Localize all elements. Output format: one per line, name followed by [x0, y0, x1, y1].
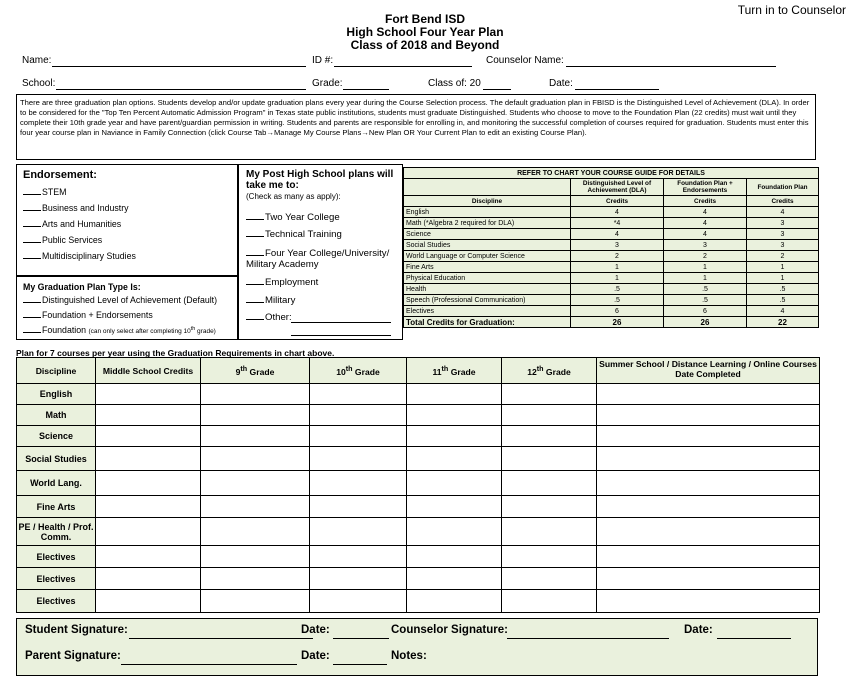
- credits-row: Math (*Algebra 2 required for DLA) *4 4 3: [404, 218, 819, 229]
- plan-header-summer: Summer School / Distance Learning / Online Courses Date Completed: [597, 358, 820, 384]
- credits-row: Science 4 4 3: [404, 229, 819, 240]
- credits-row: Speech (Professional Communication) .5 .5 .5: [404, 295, 819, 306]
- table-row: Fine Arts: [17, 496, 820, 518]
- course-plan-table: [16, 357, 820, 613]
- grade-field[interactable]: [343, 78, 389, 90]
- counselor-name-field[interactable]: [566, 55, 776, 67]
- table-row: Social Studies: [17, 447, 820, 471]
- parent-date-field[interactable]: [333, 651, 387, 665]
- plan-header-11th: 11th Grade: [407, 358, 502, 384]
- district-title: Fort Bend ISD: [385, 12, 465, 26]
- plan-type-dla[interactable]: Distinguished Level of Achievement (Default): [23, 294, 217, 305]
- post-hs-subtitle: (Check as many as apply):: [246, 192, 341, 201]
- credits-total-fe: 26: [664, 317, 747, 328]
- endorsement-multidisciplinary[interactable]: Multidisciplinary Studies: [23, 250, 136, 261]
- class-of-label: Class of: 20: [428, 78, 481, 89]
- endorsement-public-services[interactable]: Public Services: [23, 234, 102, 245]
- student-date-field[interactable]: [333, 625, 389, 639]
- credits-label-fe: Credits: [664, 196, 747, 207]
- counselor-name-label: Counselor Name:: [486, 55, 564, 66]
- credits-table: [403, 167, 819, 328]
- endorsement-arts[interactable]: Arts and Humanities: [23, 218, 121, 229]
- table-row: Electives: [17, 568, 820, 590]
- grade-label: Grade:: [312, 78, 343, 89]
- form-subtitle: Class of 2018 and Beyond: [350, 38, 500, 52]
- credits-total-f: 22: [747, 317, 819, 328]
- plan-type-foundation-endorsements[interactable]: Foundation + Endorsements: [23, 309, 153, 320]
- plan-type-title: My Graduation Plan Type Is:: [23, 282, 141, 292]
- post-hs-other-field[interactable]: [291, 311, 391, 323]
- credits-col-dla: Distinguished Level of Achievement (DLA): [571, 179, 664, 196]
- form-title: High School Four Year Plan: [346, 25, 504, 39]
- school-label: School:: [22, 78, 56, 89]
- credits-row: English 4 4 4: [404, 207, 819, 218]
- credits-label-dla: Credits: [571, 196, 664, 207]
- date-label: Date:: [549, 78, 573, 89]
- endorsement-box: [16, 164, 238, 276]
- post-hs-four-year[interactable]: Four Year College/University/ Military Academy: [246, 248, 390, 270]
- credits-row: Health .5 .5 .5: [404, 284, 819, 295]
- credits-row: Fine Arts 1 1 1: [404, 262, 819, 273]
- plan-header-discipline: Discipline: [17, 358, 96, 384]
- notes-label: Notes:: [391, 650, 427, 662]
- post-hs-title: My Post High School plans will take me to:: [246, 169, 394, 191]
- counselor-date-label: Date:: [684, 624, 713, 636]
- date-field[interactable]: [575, 78, 659, 90]
- table-row: PE / Health / Prof. Comm.: [17, 518, 820, 546]
- credits-row: Social Studies 3 3 3: [404, 240, 819, 251]
- credits-total-label: Total Credits for Graduation:: [404, 317, 571, 328]
- post-hs-other[interactable]: Other:: [246, 311, 292, 323]
- post-hs-military[interactable]: Military: [246, 294, 295, 306]
- table-row: Science: [17, 426, 820, 447]
- credits-row: World Language or Computer Science 2 2 2: [404, 251, 819, 262]
- id-label: ID #:: [312, 55, 334, 66]
- turn-in-note: Turn in to Counselor: [737, 3, 846, 17]
- post-hs-box: [238, 164, 403, 340]
- credits-row: Physical Education 1 1 1: [404, 273, 819, 284]
- student-signature-field[interactable]: [129, 625, 313, 639]
- parent-signature-field[interactable]: [121, 651, 297, 665]
- credits-col-f: Foundation Plan: [747, 179, 819, 196]
- school-field[interactable]: [56, 78, 306, 90]
- table-row: English: [17, 384, 820, 405]
- intro-text: There are three graduation plan options. Students develop and/or update graduation plans every year during the Course Selection process. The default graduation plan in FBISD is the Distinguished Level of Achievement (DLA). In order to be considered for the "Top Ten Percent Automatic Admission Program" in Texas state public institutions, students must graduate Distinguished. Students who choose to move to the Foundation Plan (22 credits) must wait until they complete their 10th grade year and have parent/guardian permission in writing. Students and parents are responsible for enrolling in, and monitoring the successful completion of courses required for graduation. Students must enter this four year course plan in Naviance in Family Connection (click Course Tab→Manage My Course Plans→New Plan OR Your Current Plan to edit an existing Course Plan).: [16, 94, 816, 160]
- endorsement-stem[interactable]: STEM: [23, 186, 66, 197]
- name-label: Name:: [22, 55, 52, 66]
- plan-type-foundation[interactable]: Foundation (can only select after completing 10th grade): [23, 324, 216, 335]
- signature-box: [16, 618, 818, 676]
- plan-header-9th: 9th Grade: [201, 358, 310, 384]
- counselor-signature-field[interactable]: [507, 625, 669, 639]
- parent-signature-label: Parent Signature:: [25, 650, 121, 662]
- student-signature-label: Student Signature:: [25, 624, 128, 636]
- id-field[interactable]: [334, 55, 472, 67]
- table-row: World Lang.: [17, 471, 820, 496]
- plan-caption: Plan for 7 courses per year using the Graduation Requirements in chart above.: [16, 348, 335, 358]
- parent-date-label: Date:: [301, 650, 330, 662]
- class-of-field[interactable]: [483, 78, 511, 90]
- post-hs-technical[interactable]: Technical Training: [246, 228, 342, 240]
- post-hs-other-field-2[interactable]: [291, 325, 391, 336]
- credits-total-dla: 26: [571, 317, 664, 328]
- table-row: Electives: [17, 590, 820, 613]
- endorsement-business[interactable]: Business and Industry: [23, 202, 129, 213]
- counselor-date-field[interactable]: [717, 625, 791, 639]
- endorsement-title: Endorsement:: [23, 169, 97, 181]
- credits-label-f: Credits: [747, 196, 819, 207]
- table-row: Math: [17, 405, 820, 426]
- name-field[interactable]: [52, 55, 306, 67]
- plan-type-box: [16, 276, 238, 340]
- credits-discipline-header: Discipline: [404, 196, 571, 207]
- credits-total-row: [404, 317, 819, 328]
- post-hs-employment[interactable]: Employment: [246, 276, 318, 288]
- credits-col-fe: Foundation Plan + Endorsements: [664, 179, 747, 196]
- counselor-signature-label: Counselor Signature:: [391, 624, 508, 636]
- plan-header-middle: Middle School Credits: [96, 358, 201, 384]
- post-hs-two-year[interactable]: Two Year College: [246, 211, 340, 223]
- credits-row: Electives 6 6 4: [404, 306, 819, 317]
- table-row: Electives: [17, 546, 820, 568]
- student-date-label: Date:: [301, 624, 330, 636]
- plan-header-12th: 12th Grade: [502, 358, 597, 384]
- credits-refer-note: REFER TO CHART YOUR COURSE GUIDE FOR DETAILS: [404, 168, 819, 179]
- plan-header-10th: 10th Grade: [310, 358, 407, 384]
